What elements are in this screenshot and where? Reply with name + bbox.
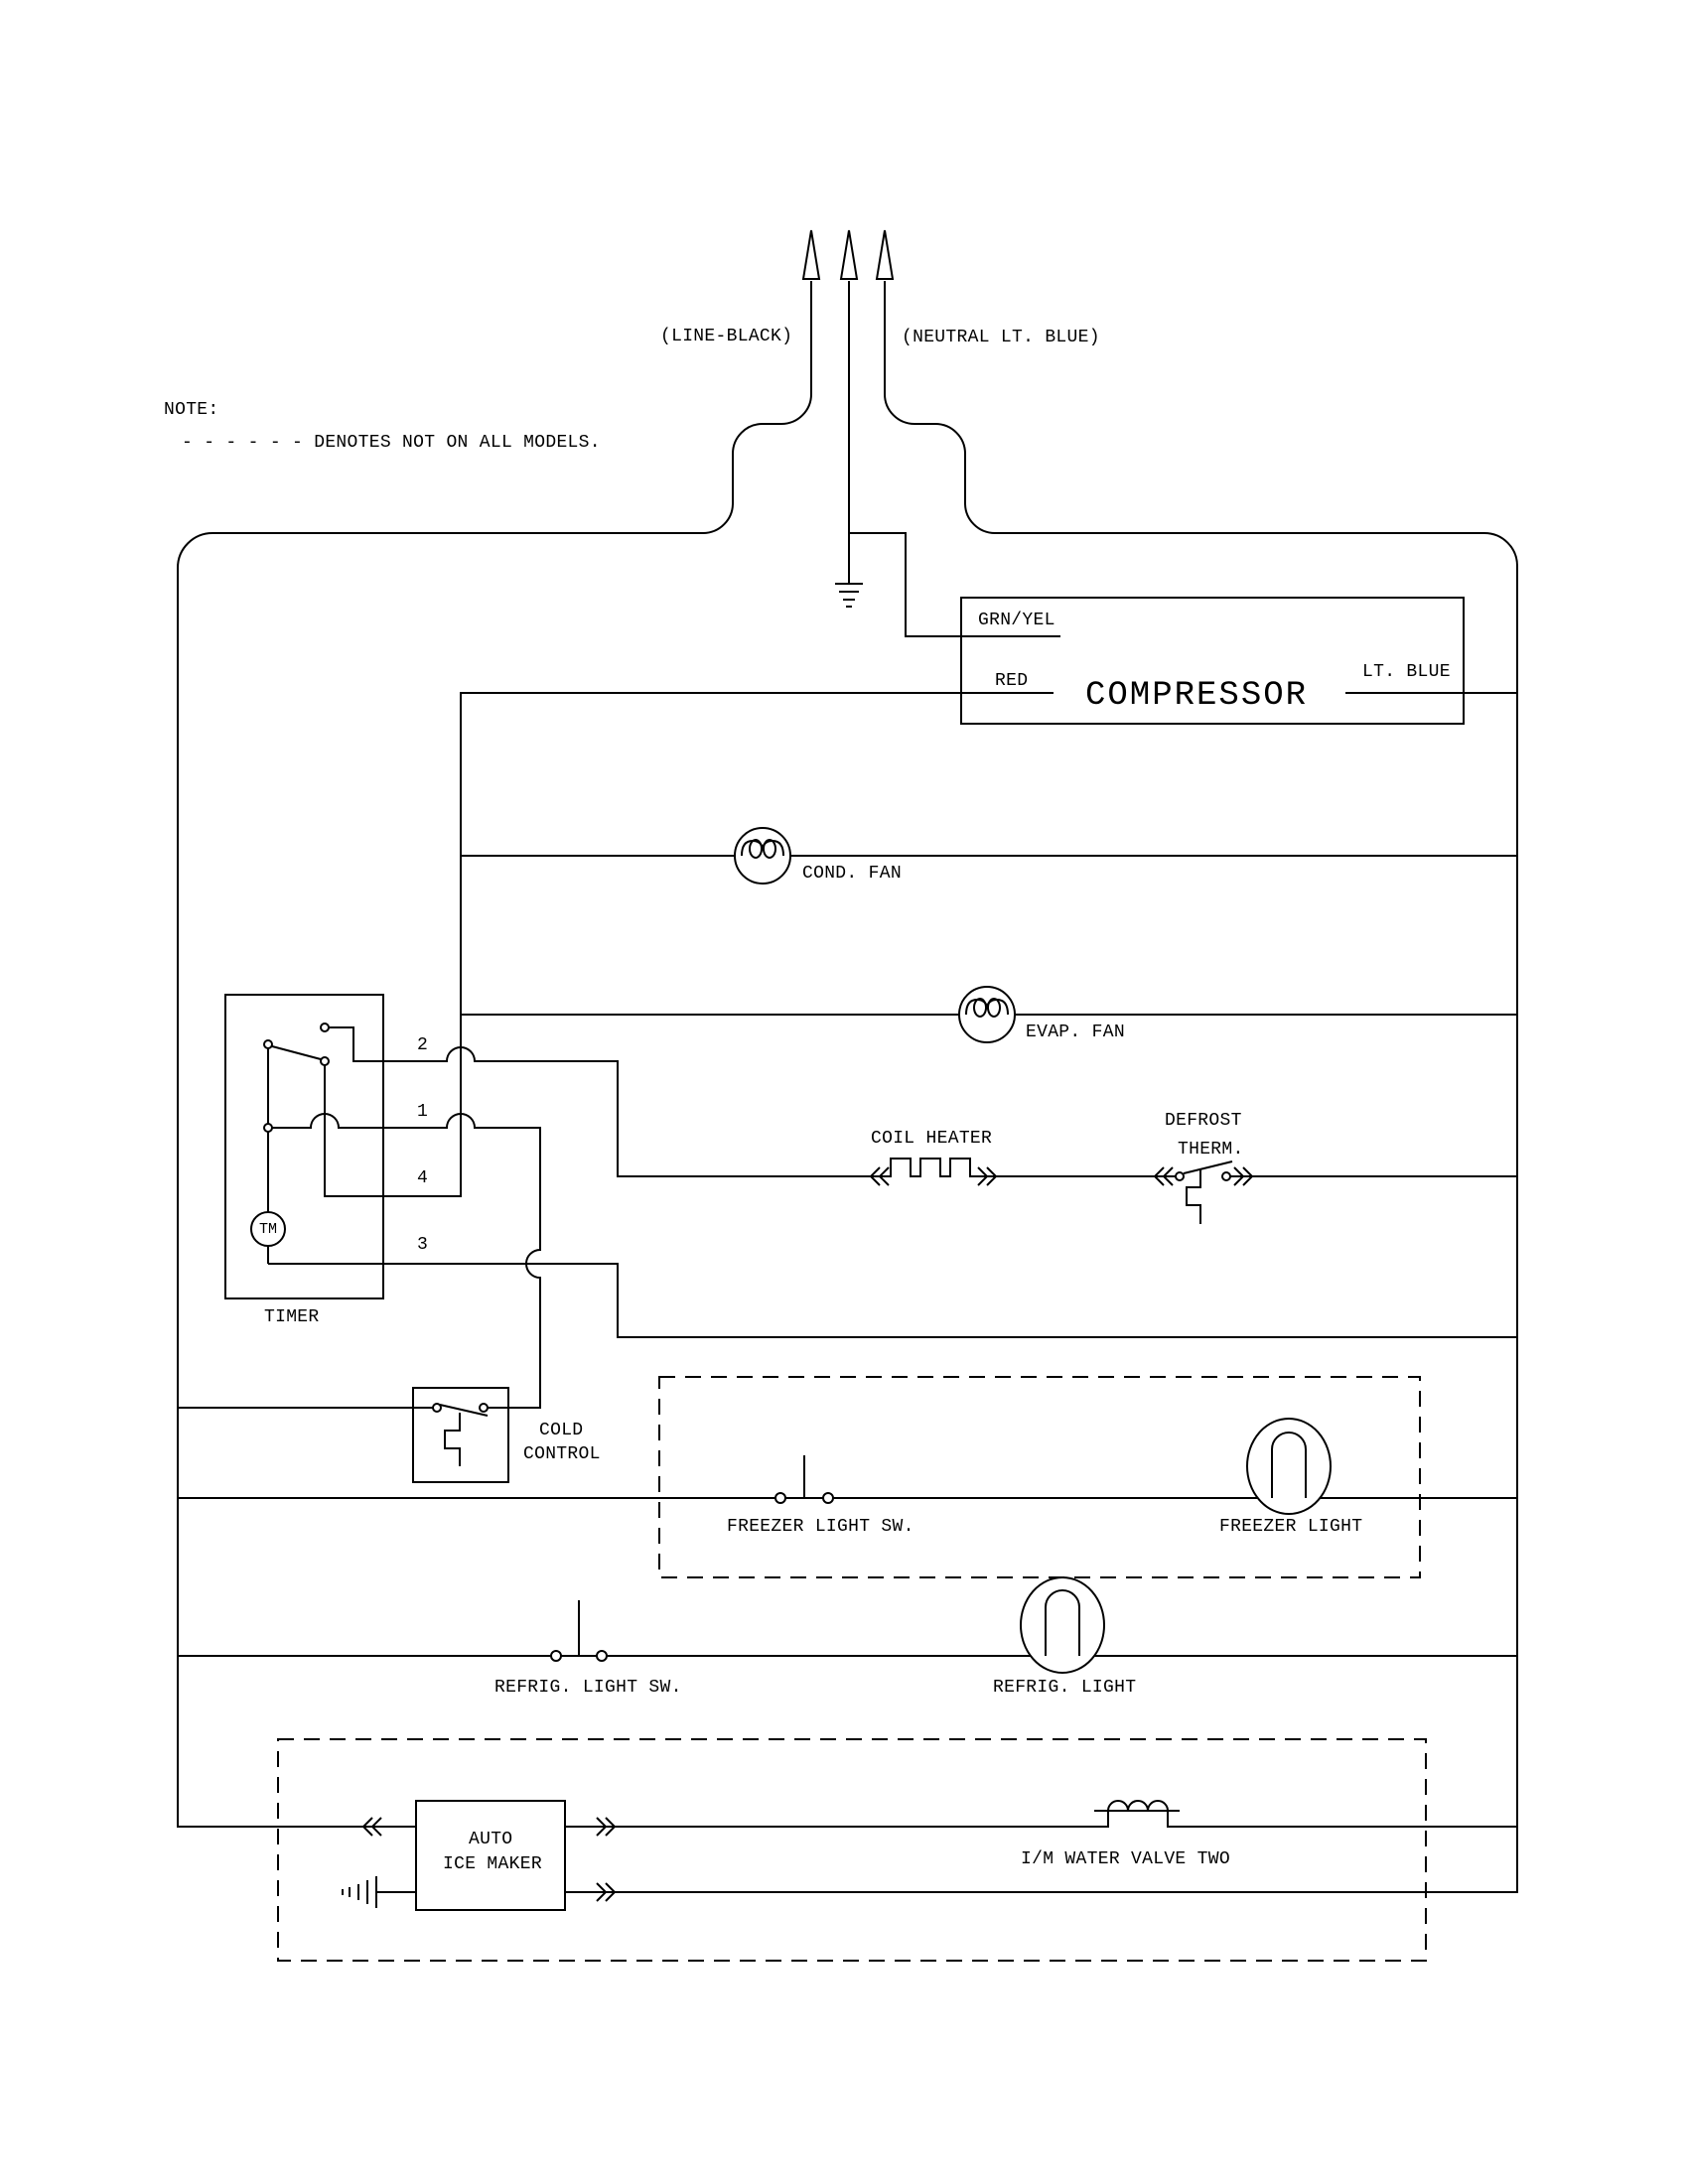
timer-switch-arm	[272, 1046, 321, 1059]
earth-ground-icon	[835, 584, 863, 607]
auto-ice-maker-label-2: ICE MAKER	[443, 1854, 542, 1874]
note-body: - - - - - - DENOTES NOT ON ALL MODELS.	[182, 433, 601, 453]
red-label: RED	[995, 671, 1029, 691]
freezer-light-label: FREEZER LIGHT	[1219, 1517, 1363, 1537]
neutral-label: (NEUTRAL LT. BLUE)	[902, 328, 1100, 347]
refrig-switch-contact	[597, 1651, 607, 1661]
cond-fan-label: COND. FAN	[802, 864, 902, 884]
cold-control-contact	[480, 1404, 488, 1412]
timer-box	[225, 995, 383, 1298]
timer-label: TIMER	[264, 1307, 320, 1327]
freezer-switch-contact	[823, 1493, 833, 1503]
cold-control-sensor	[445, 1413, 460, 1466]
defrost-therm-label-1: DEFROST	[1165, 1111, 1242, 1131]
heater-element	[869, 1159, 1176, 1176]
freezer-light-bulb-icon	[1247, 1419, 1331, 1514]
thermostat-sensor	[1187, 1169, 1200, 1224]
defrost-thermostat-symbol	[1155, 1161, 1517, 1224]
lt-blue-label: LT. BLUE	[1362, 662, 1451, 682]
timer-symbol	[225, 995, 383, 1298]
timer-terminal-2: 2	[417, 1035, 429, 1055]
freezer-light-sw-label: FREEZER LIGHT SW.	[727, 1517, 914, 1537]
refrig-light-label: REFRIG. LIGHT	[993, 1678, 1137, 1698]
coil-heater-label: COIL HEATER	[871, 1129, 993, 1149]
cold-control-box	[413, 1388, 508, 1482]
defrost-therm-label-2: THERM.	[1178, 1140, 1244, 1160]
cold-control-label-1: COLD	[539, 1421, 584, 1440]
terminal1-coldcontrol-wire	[272, 1114, 540, 1408]
compressor-red-wire	[325, 693, 1054, 1196]
terminal2-heater-wire	[329, 1027, 869, 1176]
timer-contact	[321, 1024, 329, 1031]
thermostat-contact	[1176, 1172, 1184, 1180]
evaporator-fan-circuit	[461, 987, 1517, 1042]
chassis-ground-icon	[343, 1876, 376, 1908]
line-arrow-icon	[803, 230, 819, 279]
ground-arrow-icon	[841, 230, 857, 279]
grn-yel-label: GRN/YEL	[978, 611, 1055, 630]
refrig-light-sw-label: REFRIG. LIGHT SW.	[494, 1678, 682, 1698]
ice-maker-circuit	[278, 1739, 1517, 1961]
condenser-fan-circuit	[461, 828, 1517, 884]
note-title: NOTE:	[164, 400, 219, 420]
compressor-symbol	[325, 598, 1517, 1196]
thermostat-contact	[1222, 1172, 1230, 1180]
refrig-light-bulb-icon	[1021, 1577, 1104, 1673]
timer-contact	[264, 1124, 272, 1132]
water-valve-wire	[565, 1801, 1517, 1827]
neutral-arrow-icon	[877, 230, 893, 279]
evap-fan-label: EVAP. FAN	[1026, 1023, 1125, 1042]
refrig-light-circuit	[178, 1577, 1517, 1673]
timer-terminal-1: 1	[417, 1102, 429, 1122]
timer-contact	[264, 1040, 272, 1048]
terminal3-neutral-wire	[268, 1264, 1517, 1337]
condenser-fan-motor-icon	[735, 828, 790, 884]
timer-contact	[321, 1057, 329, 1065]
timer-terminal-3: 3	[417, 1235, 429, 1255]
timer-terminal-4: 4	[417, 1168, 429, 1188]
cold-control-contact	[433, 1404, 441, 1412]
cold-control-symbol	[178, 1388, 508, 1482]
line-black-bus	[178, 281, 811, 1827]
cold-control-label-2: CONTROL	[523, 1444, 601, 1464]
compressor-label: COMPRESSOR	[1085, 677, 1309, 715]
freezer-switch-contact	[775, 1493, 785, 1503]
defrost-heater-symbol	[869, 1159, 1176, 1185]
line-black-label: (LINE-BLACK)	[660, 327, 793, 346]
timer-motor-label: TM	[259, 1221, 278, 1238]
evaporator-fan-motor-icon	[959, 987, 1015, 1042]
auto-ice-maker-label-1: AUTO	[469, 1830, 513, 1849]
refrig-switch-contact	[551, 1651, 561, 1661]
water-valve-label: I/M WATER VALVE TWO	[1021, 1849, 1230, 1869]
supply-arrow-icons	[803, 230, 893, 279]
